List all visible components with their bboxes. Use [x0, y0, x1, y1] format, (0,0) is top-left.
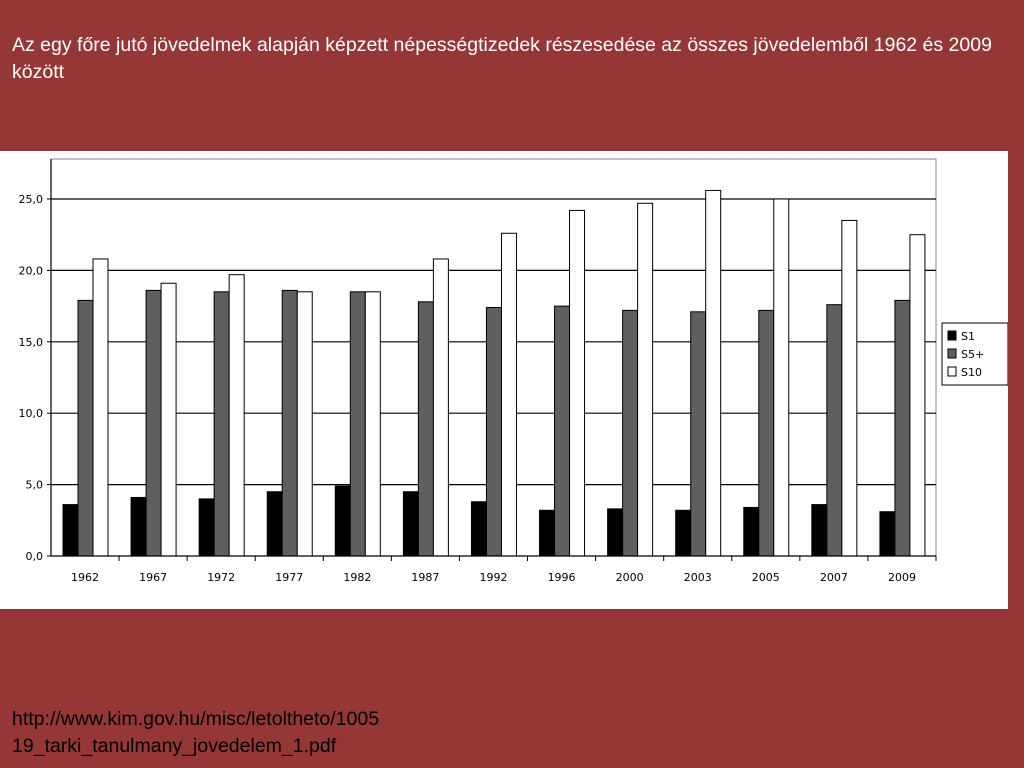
legend-swatch-s5: [948, 349, 956, 358]
source-link-line-1[interactable]: http://www.kim.gov.hu/misc/letoltheto/1005: [12, 708, 380, 730]
x-tick-label-2003: 2003: [683, 571, 712, 584]
bar-s5-1977: [282, 290, 297, 556]
source-link-line-2[interactable]: 19_tarki_tanulmany_jovedelem_1.pdf: [12, 735, 337, 757]
bar-s10-1987: [433, 259, 448, 556]
bar-s1-1982: [335, 486, 350, 556]
bar-s10-2003: [706, 190, 721, 556]
bar-s10-2007: [842, 220, 857, 556]
y-tick-label: 25,0: [18, 193, 43, 206]
bar-s5-1987: [418, 302, 433, 556]
bar-s1-2005: [744, 507, 759, 556]
bar-s10-1996: [570, 210, 585, 556]
income-share-bar-chart: [0, 151, 1008, 609]
x-tick-label-2005: 2005: [751, 571, 780, 584]
bar-s10-1992: [501, 233, 516, 556]
bar-s1-1987: [403, 492, 418, 556]
x-tick-label-1977: 1977: [275, 571, 304, 584]
bar-s1-1992: [471, 502, 486, 556]
bar-s1-1967: [131, 497, 146, 556]
bar-s1-1977: [267, 492, 282, 556]
bar-s10-1967: [161, 283, 176, 556]
bar-s10-1962: [93, 259, 108, 556]
bar-s10-2009: [910, 235, 925, 556]
bar-s10-2000: [638, 203, 653, 556]
x-tick-label-1992: 1992: [479, 571, 508, 584]
bar-s5-1982: [350, 292, 365, 556]
bar-s10-2005: [774, 199, 789, 556]
bar-s5-1992: [486, 308, 501, 556]
bar-s5-1967: [146, 290, 161, 556]
chart-panel: [0, 151, 1008, 609]
x-tick-label-2000: 2000: [615, 571, 644, 584]
y-tick-label: 20,0: [18, 264, 43, 278]
legend-swatch-s10: [948, 367, 956, 376]
bar-s5-2007: [827, 305, 842, 556]
bar-s5-1962: [78, 300, 93, 556]
x-tick-label-1996: 1996: [547, 571, 576, 584]
bar-s5-2000: [623, 310, 638, 556]
bar-s1-1962: [63, 505, 78, 556]
legend-label-s5: S5+: [961, 348, 985, 361]
x-tick-label-2009: 2009: [887, 571, 916, 584]
x-tick-label-1982: 1982: [343, 571, 372, 584]
x-tick-label-1972: 1972: [207, 571, 236, 584]
bar-s5-1972: [214, 292, 229, 556]
y-tick-label: 5,0: [25, 478, 43, 492]
legend: [942, 323, 1008, 385]
bar-s1-1972: [199, 499, 214, 556]
bars-layer: [63, 190, 925, 556]
y-tick-label: 15,0: [18, 335, 43, 349]
slide-title: Az egy főre jutó jövedelmek alapján képzett népességtizedek részesedése az összes jövedelemből 1962 és 2009 között: [12, 34, 992, 83]
legend-label-s1: S1: [961, 330, 975, 343]
bar-s10-1972: [229, 275, 244, 556]
bar-s1-2009: [880, 512, 895, 556]
legend-label-s10: S10: [961, 366, 982, 379]
x-tick-label-1967: 1967: [139, 571, 168, 584]
x-tick-label-1987: 1987: [411, 571, 440, 584]
bar-s5-2009: [895, 300, 910, 556]
bar-s10-1982: [365, 292, 380, 556]
bar-s5-2003: [691, 312, 706, 556]
bar-s1-2000: [608, 509, 623, 556]
bar-s1-1996: [540, 510, 555, 556]
x-tick-label-2007: 2007: [819, 571, 848, 584]
bar-s1-2007: [812, 505, 827, 556]
legend-swatch-s1: [948, 331, 956, 340]
y-tick-label: 0,0: [25, 550, 43, 563]
y-tick-label: 10,0: [18, 407, 43, 421]
bar-s5-1996: [555, 306, 570, 556]
bar-s1-2003: [676, 510, 691, 556]
x-tick-label-1962: 1962: [71, 571, 100, 584]
bar-s10-1977: [297, 292, 312, 556]
bar-s5-2005: [759, 310, 774, 556]
source-link[interactable]: [12, 706, 612, 760]
